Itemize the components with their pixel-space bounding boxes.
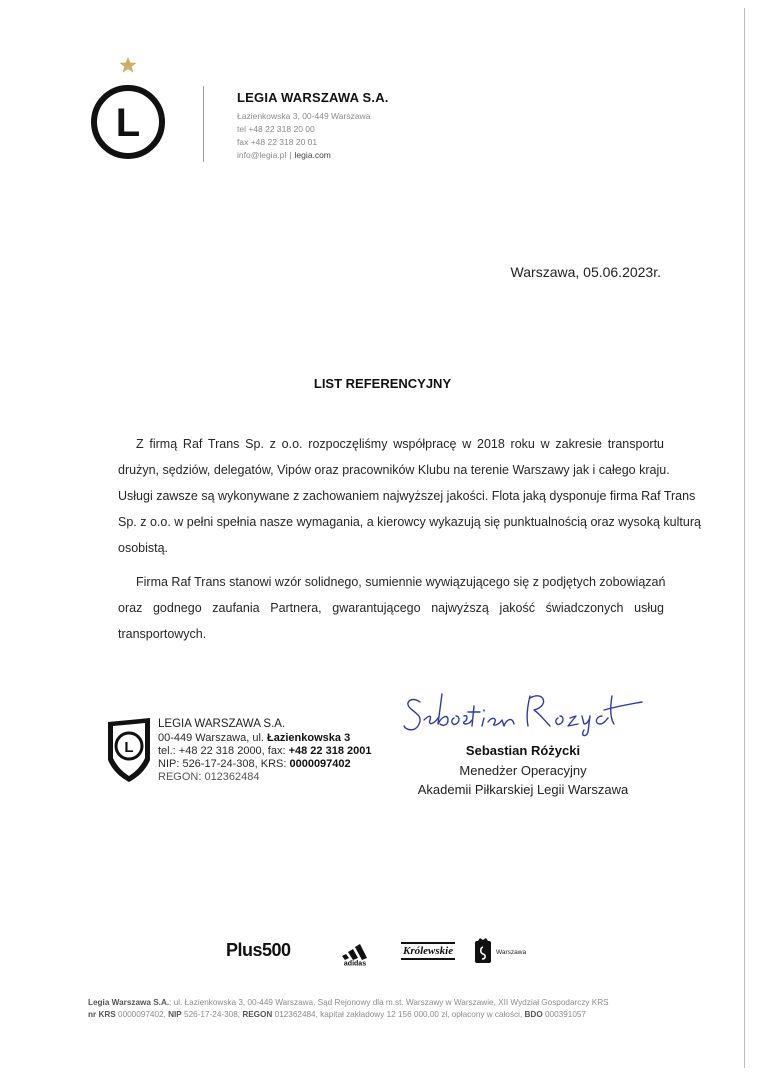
footer-krs: 0000097402,	[115, 1010, 169, 1019]
handwritten-signature	[398, 680, 648, 740]
footer-regon-label: REGON	[242, 1010, 273, 1019]
signatory-name: Sebastian Różycki	[465, 743, 581, 758]
footer-registry-line	[88, 998, 661, 1007]
paragraph2-line: transportowych.	[118, 627, 207, 641]
email-link[interactable]: info@legia.pl	[237, 150, 287, 160]
paragraph1-line: drużyn, sędziów, delegatów, Vipów oraz pracowników Klubu na terenie Warszawy jak i całego kraju.	[118, 463, 670, 477]
paragraph1-line: Usługi zawsze są wykonywane z zachowaniem najwyższej jakości. Flota jaką dysponuje firma Raf Trans	[118, 489, 696, 503]
footer-krs-label: nr KRS	[88, 1010, 116, 1019]
letter-title: LIST REFERENCYJNY	[313, 376, 452, 391]
plus500-logo: Plus500	[226, 940, 291, 960]
adidas-wordmark: adidas	[343, 960, 367, 966]
signatory-role: Menedżer Operacyjny	[459, 763, 587, 778]
footer-regon-capital: 012362484, kapitał zakładowy 12 156 000,00 zł, opłacony w całości,	[272, 1010, 525, 1019]
signatory-organization: Akademii Piłkarskiej Legii Warszawa	[417, 782, 629, 797]
krolewskie-logo: Królewskie	[401, 942, 455, 960]
stamp-address	[158, 732, 350, 744]
stamp-nip: NIP: 526-17-24-308, KRS:	[158, 758, 290, 770]
letter-date: Warszawa, 05.06.2023r.	[510, 264, 661, 280]
stamp-company: LEGIA WARSZAWA S.A.	[158, 718, 286, 730]
stamp-fax: +48 22 318 2001	[288, 745, 372, 757]
shield-letter: L	[124, 739, 134, 756]
footer-address-court: ; ul. Łazienkowska 3, 00-449 Warszawa, Sąd Rejonowy dla m.st. Warszawy w Warszawie, XII Wydział Gospodarczy KRS	[169, 998, 609, 1007]
paragraph1-line: Sp. z o.o. w pełni spełnia nasze wymagania, a kierowcy wykazują się punktualnością oraz wysoką kulturą	[118, 515, 701, 529]
company-fax: fax +48 22 318 20 01	[237, 137, 318, 147]
paragraph1-line: Z firmą Raf Trans Sp. z o.o. rozpoczęliśmy współpracę w 2018 roku w zakresie transportu	[136, 437, 664, 451]
legia-logo-icon	[90, 84, 166, 160]
stamp-address-city: 00-449 Warszawa, ul.	[158, 732, 268, 744]
company-name: LEGIA WARSZAWA S.A.	[237, 90, 389, 105]
paragraph2-line: Firma Raf Trans stanowi wzór solidnego, sumiennie wywiązującego się z podjętych zobowiązań	[136, 575, 666, 589]
footer-bdo: 000391057	[542, 1010, 586, 1019]
stamp-ids	[158, 758, 351, 770]
logo-letter: L	[115, 101, 141, 145]
contact-separator: |	[289, 150, 292, 160]
page-edge-rule	[744, 8, 745, 1068]
company-tel: tel +48 22 318 20 00	[237, 124, 315, 134]
warsaw-mermaid-icon	[474, 938, 492, 964]
legia-shield-icon	[104, 716, 154, 784]
company-address: Łazienkowska 3, 00-449 Warszawa	[237, 111, 371, 121]
footer-ids-line	[88, 1010, 661, 1019]
paragraph2-line: oraz godnego zaufania Partnera, gwarantującego najwyższą jakość świadczonych usług	[118, 601, 664, 615]
footer-bdo-label: BDO	[524, 1010, 543, 1019]
company-contact	[237, 150, 331, 160]
stamp-phone	[158, 745, 371, 757]
stamp-address-street: Łazienkowska 3	[267, 732, 351, 744]
footer-company: Legia Warszawa S.A.	[88, 998, 170, 1007]
header-divider	[203, 86, 204, 162]
footer-nip-label: NIP	[168, 1010, 182, 1019]
stamp-tel: tel.: +48 22 318 2000, fax:	[158, 745, 289, 757]
stamp-krs: 0000097402	[289, 758, 351, 770]
star-icon	[119, 56, 137, 74]
paragraph1-line: osobistą.	[118, 541, 169, 555]
footer-nip: 526-17-24-308,	[181, 1010, 243, 1019]
adidas-logo	[336, 940, 374, 966]
stamp-regon: REGON: 012362484	[158, 771, 260, 783]
website-link[interactable]: legia.com	[294, 150, 331, 160]
warszawa-logo-text: Warszawa	[496, 949, 527, 956]
